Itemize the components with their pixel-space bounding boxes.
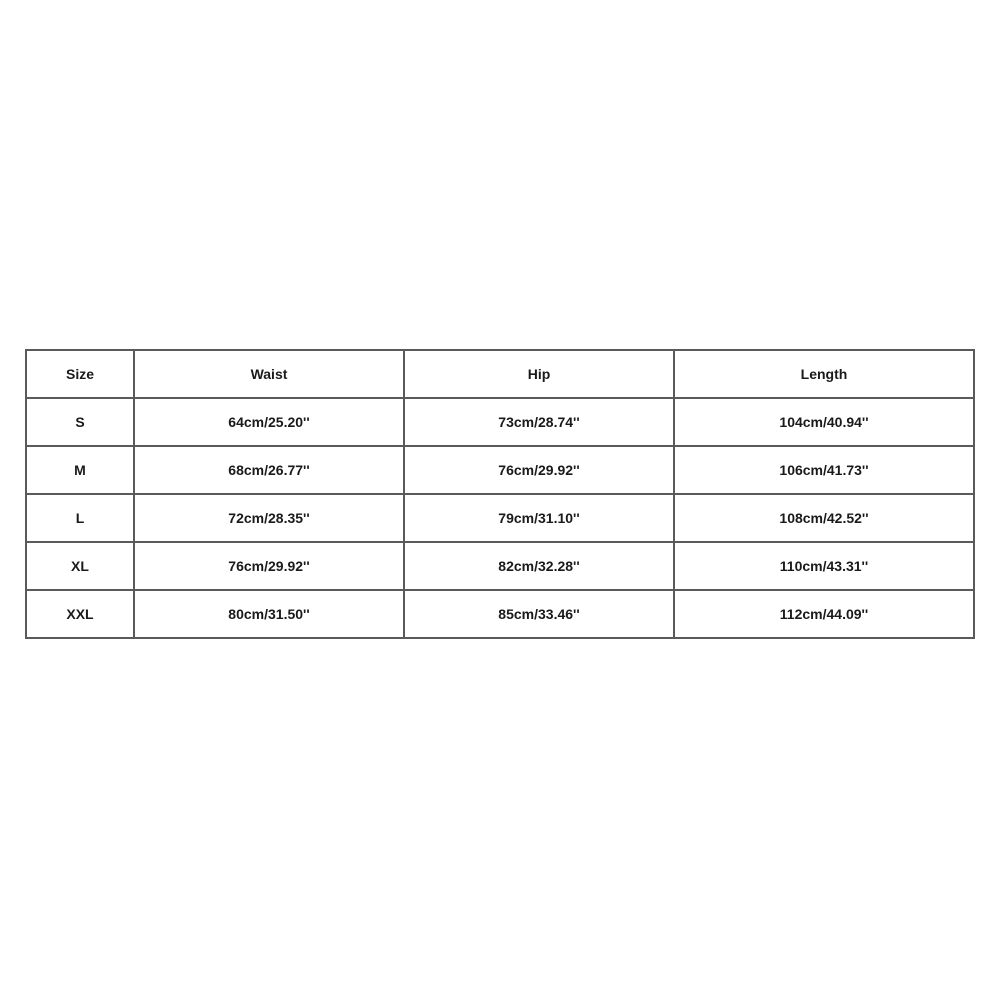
table-row — [26, 542, 974, 590]
header-hip: Hip — [404, 350, 674, 398]
cell-size: XL — [26, 542, 134, 590]
cell-hip: 85cm/33.46'' — [404, 590, 674, 638]
cell-hip: 79cm/31.10'' — [404, 494, 674, 542]
header-waist: Waist — [134, 350, 404, 398]
table-header — [26, 350, 974, 398]
header-row — [26, 350, 974, 398]
cell-hip: 76cm/29.92'' — [404, 446, 674, 494]
table-body — [26, 398, 974, 638]
cell-length: 108cm/42.52'' — [674, 494, 974, 542]
header-length: Length — [674, 350, 974, 398]
cell-hip: 73cm/28.74'' — [404, 398, 674, 446]
cell-length: 112cm/44.09'' — [674, 590, 974, 638]
cell-waist: 76cm/29.92'' — [134, 542, 404, 590]
cell-waist: 72cm/28.35'' — [134, 494, 404, 542]
cell-waist: 64cm/25.20'' — [134, 398, 404, 446]
cell-length: 104cm/40.94'' — [674, 398, 974, 446]
cell-size: M — [26, 446, 134, 494]
size-chart-table — [25, 349, 975, 639]
table-row — [26, 590, 974, 638]
cell-size: S — [26, 398, 134, 446]
table-row — [26, 398, 974, 446]
cell-hip: 82cm/32.28'' — [404, 542, 674, 590]
cell-size: XXL — [26, 590, 134, 638]
cell-length: 110cm/43.31'' — [674, 542, 974, 590]
cell-waist: 68cm/26.77'' — [134, 446, 404, 494]
table-row — [26, 494, 974, 542]
cell-length: 106cm/41.73'' — [674, 446, 974, 494]
cell-waist: 80cm/31.50'' — [134, 590, 404, 638]
header-size: Size — [26, 350, 134, 398]
cell-size: L — [26, 494, 134, 542]
table-row — [26, 446, 974, 494]
